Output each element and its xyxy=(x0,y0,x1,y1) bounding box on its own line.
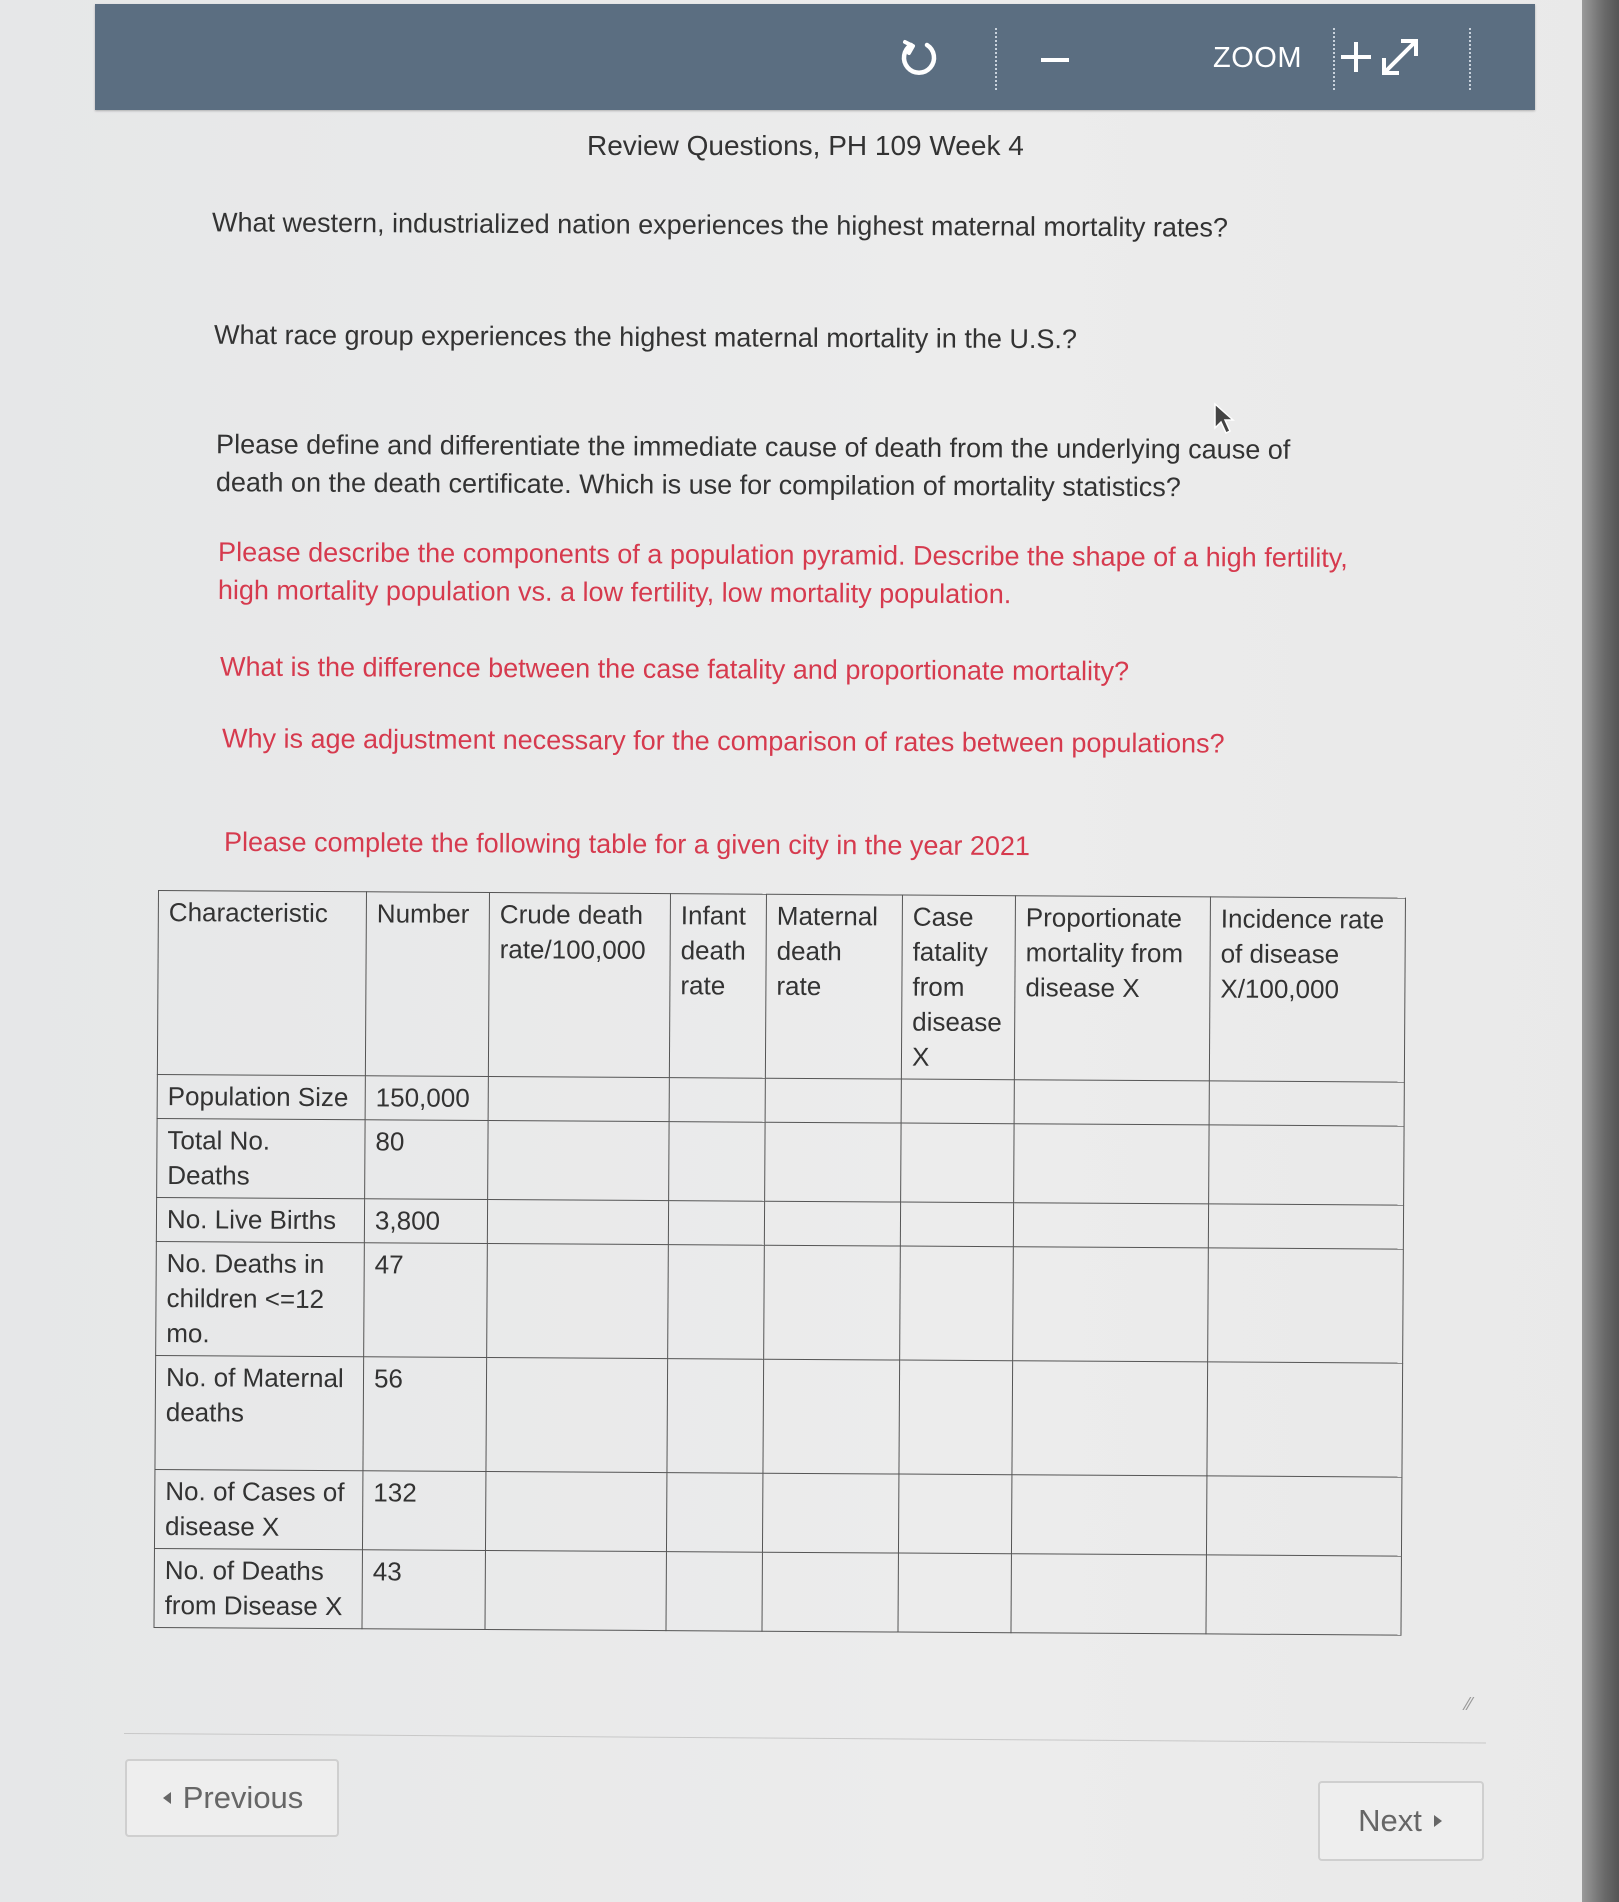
previous-button[interactable] xyxy=(125,1759,339,1837)
answer-cell[interactable] xyxy=(1209,1081,1404,1126)
answer-cell[interactable] xyxy=(668,1245,765,1360)
table-row xyxy=(156,1197,1403,1249)
table-row xyxy=(154,1548,1401,1635)
answer-cell[interactable] xyxy=(667,1359,764,1474)
answer-cell[interactable] xyxy=(765,1122,901,1202)
number-cell: 80 xyxy=(365,1120,488,1200)
question-3 xyxy=(216,425,1291,507)
table-row xyxy=(156,1241,1404,1363)
question-3-line-1: Please define and differentiate the immediate cause of death from the underlying cause of xyxy=(216,429,1291,465)
answer-cell[interactable] xyxy=(487,1200,668,1245)
answer-cell[interactable] xyxy=(765,1078,901,1123)
answer-cell[interactable] xyxy=(1208,1204,1403,1249)
answer-cell[interactable] xyxy=(1209,1125,1404,1205)
cursor-arrow-icon xyxy=(1213,402,1237,441)
number-cell: 132 xyxy=(362,1471,485,1551)
number-cell: 47 xyxy=(364,1243,488,1358)
answer-cell[interactable] xyxy=(901,1079,1014,1124)
answer-cell[interactable] xyxy=(762,1473,898,1553)
viewer-toolbar xyxy=(95,4,1535,110)
characteristic-cell: No. Deaths in children <=12 mo. xyxy=(156,1241,365,1356)
next-button-label: Next xyxy=(1358,1803,1422,1838)
answer-cell[interactable] xyxy=(666,1473,762,1553)
answer-cell[interactable] xyxy=(487,1244,669,1359)
table-header-cell: Characteristic xyxy=(157,891,366,1076)
refresh-icon xyxy=(897,36,941,80)
caret-left-icon xyxy=(161,1790,173,1806)
question-2: What race group experiences the highest maternal mortality in the U.S.? xyxy=(213,319,1078,355)
toolbar-separator xyxy=(1333,28,1335,90)
answer-cell[interactable] xyxy=(1012,1361,1208,1476)
answer-cell[interactable] xyxy=(1011,1554,1206,1634)
question-3-line-2: death on the death certificate. Which is use for compilation of mortality statistics? xyxy=(215,467,1181,503)
fullscreen-button[interactable] xyxy=(1375,32,1425,82)
answer-cell[interactable] xyxy=(764,1245,901,1360)
monitor-edge xyxy=(1582,0,1619,1902)
answer-cell[interactable] xyxy=(668,1201,764,1246)
table-row xyxy=(157,1074,1404,1126)
table-row xyxy=(157,1118,1404,1205)
answer-cell[interactable] xyxy=(485,1472,666,1552)
footer-divider xyxy=(124,1733,1486,1744)
answer-cell[interactable] xyxy=(488,1121,669,1201)
fullscreen-icon xyxy=(1377,34,1423,80)
previous-button-label: Previous xyxy=(182,1780,304,1815)
question-5: What is the difference between the case fatality and proportionate mortality? xyxy=(219,651,1130,687)
question-7: Please complete the following table for a given city in the year 2021 xyxy=(223,826,1031,862)
answer-cell[interactable] xyxy=(900,1202,1013,1247)
caret-right-icon xyxy=(1432,1813,1444,1829)
characteristic-cell: No. of Deaths from Disease X xyxy=(154,1548,362,1628)
table-header-cell: Infant death rate xyxy=(669,894,766,1079)
refresh-button[interactable] xyxy=(895,34,943,82)
answer-cell[interactable] xyxy=(1208,1248,1404,1363)
characteristic-cell: Population Size xyxy=(157,1074,365,1119)
table-header-cell: Incidence rate of disease X/100,000 xyxy=(1209,897,1405,1082)
answer-cell[interactable] xyxy=(763,1359,900,1474)
table-header-cell: Maternal death rate xyxy=(765,894,902,1079)
question-6: Why is age adjustment necessary for the comparison of rates between populations? xyxy=(221,723,1225,759)
zoom-out-button[interactable] xyxy=(1035,38,1075,78)
number-cell: 3,800 xyxy=(364,1199,487,1244)
answer-cell[interactable] xyxy=(666,1552,762,1632)
answer-cell[interactable] xyxy=(899,1360,1013,1475)
question-4-line-2: high mortality population vs. a low fertility, low mortality population. xyxy=(217,575,1012,610)
answer-cell[interactable] xyxy=(764,1201,900,1246)
mortality-table xyxy=(153,890,1405,1636)
next-button[interactable] xyxy=(1318,1781,1484,1861)
toolbar-separator xyxy=(1469,28,1471,90)
table-header-row xyxy=(157,891,1405,1083)
answer-cell[interactable] xyxy=(1013,1203,1208,1248)
answer-cell[interactable] xyxy=(1013,1247,1209,1362)
characteristic-cell: Total No. Deaths xyxy=(157,1118,365,1198)
resize-grip-icon[interactable]: ⁄⁄ xyxy=(1466,1694,1473,1714)
answer-cell[interactable] xyxy=(669,1122,765,1202)
answer-cell[interactable] xyxy=(485,1551,666,1631)
characteristic-cell: No. of Maternal deaths xyxy=(155,1355,364,1470)
answer-cell[interactable] xyxy=(488,1077,669,1122)
zoom-in-icon xyxy=(1337,38,1375,76)
question-1: What western, industrialized nation experiences the highest maternal mortality rates? xyxy=(211,207,1229,243)
answer-cell[interactable] xyxy=(1014,1080,1209,1125)
characteristic-cell: No. of Cases of disease X xyxy=(154,1469,362,1549)
page-title: Review Questions, PH 109 Week 4 xyxy=(587,130,1024,161)
answer-cell[interactable] xyxy=(1206,1476,1401,1556)
answer-cell[interactable] xyxy=(1014,1124,1209,1204)
answer-cell[interactable] xyxy=(901,1123,1014,1203)
answer-cell[interactable] xyxy=(1011,1475,1206,1555)
answer-cell[interactable] xyxy=(762,1552,898,1632)
table-header-cell: Number xyxy=(365,892,489,1077)
table-header-cell: Proportionate mortality from disease X xyxy=(1014,896,1210,1081)
answer-cell[interactable] xyxy=(898,1553,1011,1633)
answer-cell[interactable] xyxy=(898,1474,1011,1554)
answer-cell[interactable] xyxy=(669,1078,765,1123)
question-4-line-1: Please describe the components of a population pyramid. Describe the shape of a high fertility, xyxy=(218,537,1348,573)
toolbar-separator xyxy=(995,28,997,90)
table-header-cell: Crude death rate/100,000 xyxy=(488,893,670,1078)
answer-cell[interactable] xyxy=(1206,1555,1401,1635)
number-cell: 150,000 xyxy=(365,1076,488,1121)
zoom-in-button[interactable] xyxy=(1335,36,1377,78)
table-row xyxy=(154,1469,1401,1556)
answer-cell[interactable] xyxy=(1207,1362,1403,1477)
table-row xyxy=(155,1355,1403,1477)
answer-cell[interactable] xyxy=(486,1358,668,1473)
table-header-cell: Case fatality from disease X xyxy=(901,895,1015,1080)
question-4 xyxy=(218,533,1348,615)
number-cell: 56 xyxy=(363,1357,487,1472)
zoom-label: ZOOM xyxy=(1213,42,1302,74)
characteristic-cell: No. Live Births xyxy=(156,1197,364,1242)
answer-cell[interactable] xyxy=(900,1246,1014,1361)
zoom-out-icon xyxy=(1037,40,1073,76)
number-cell: 43 xyxy=(362,1550,485,1630)
